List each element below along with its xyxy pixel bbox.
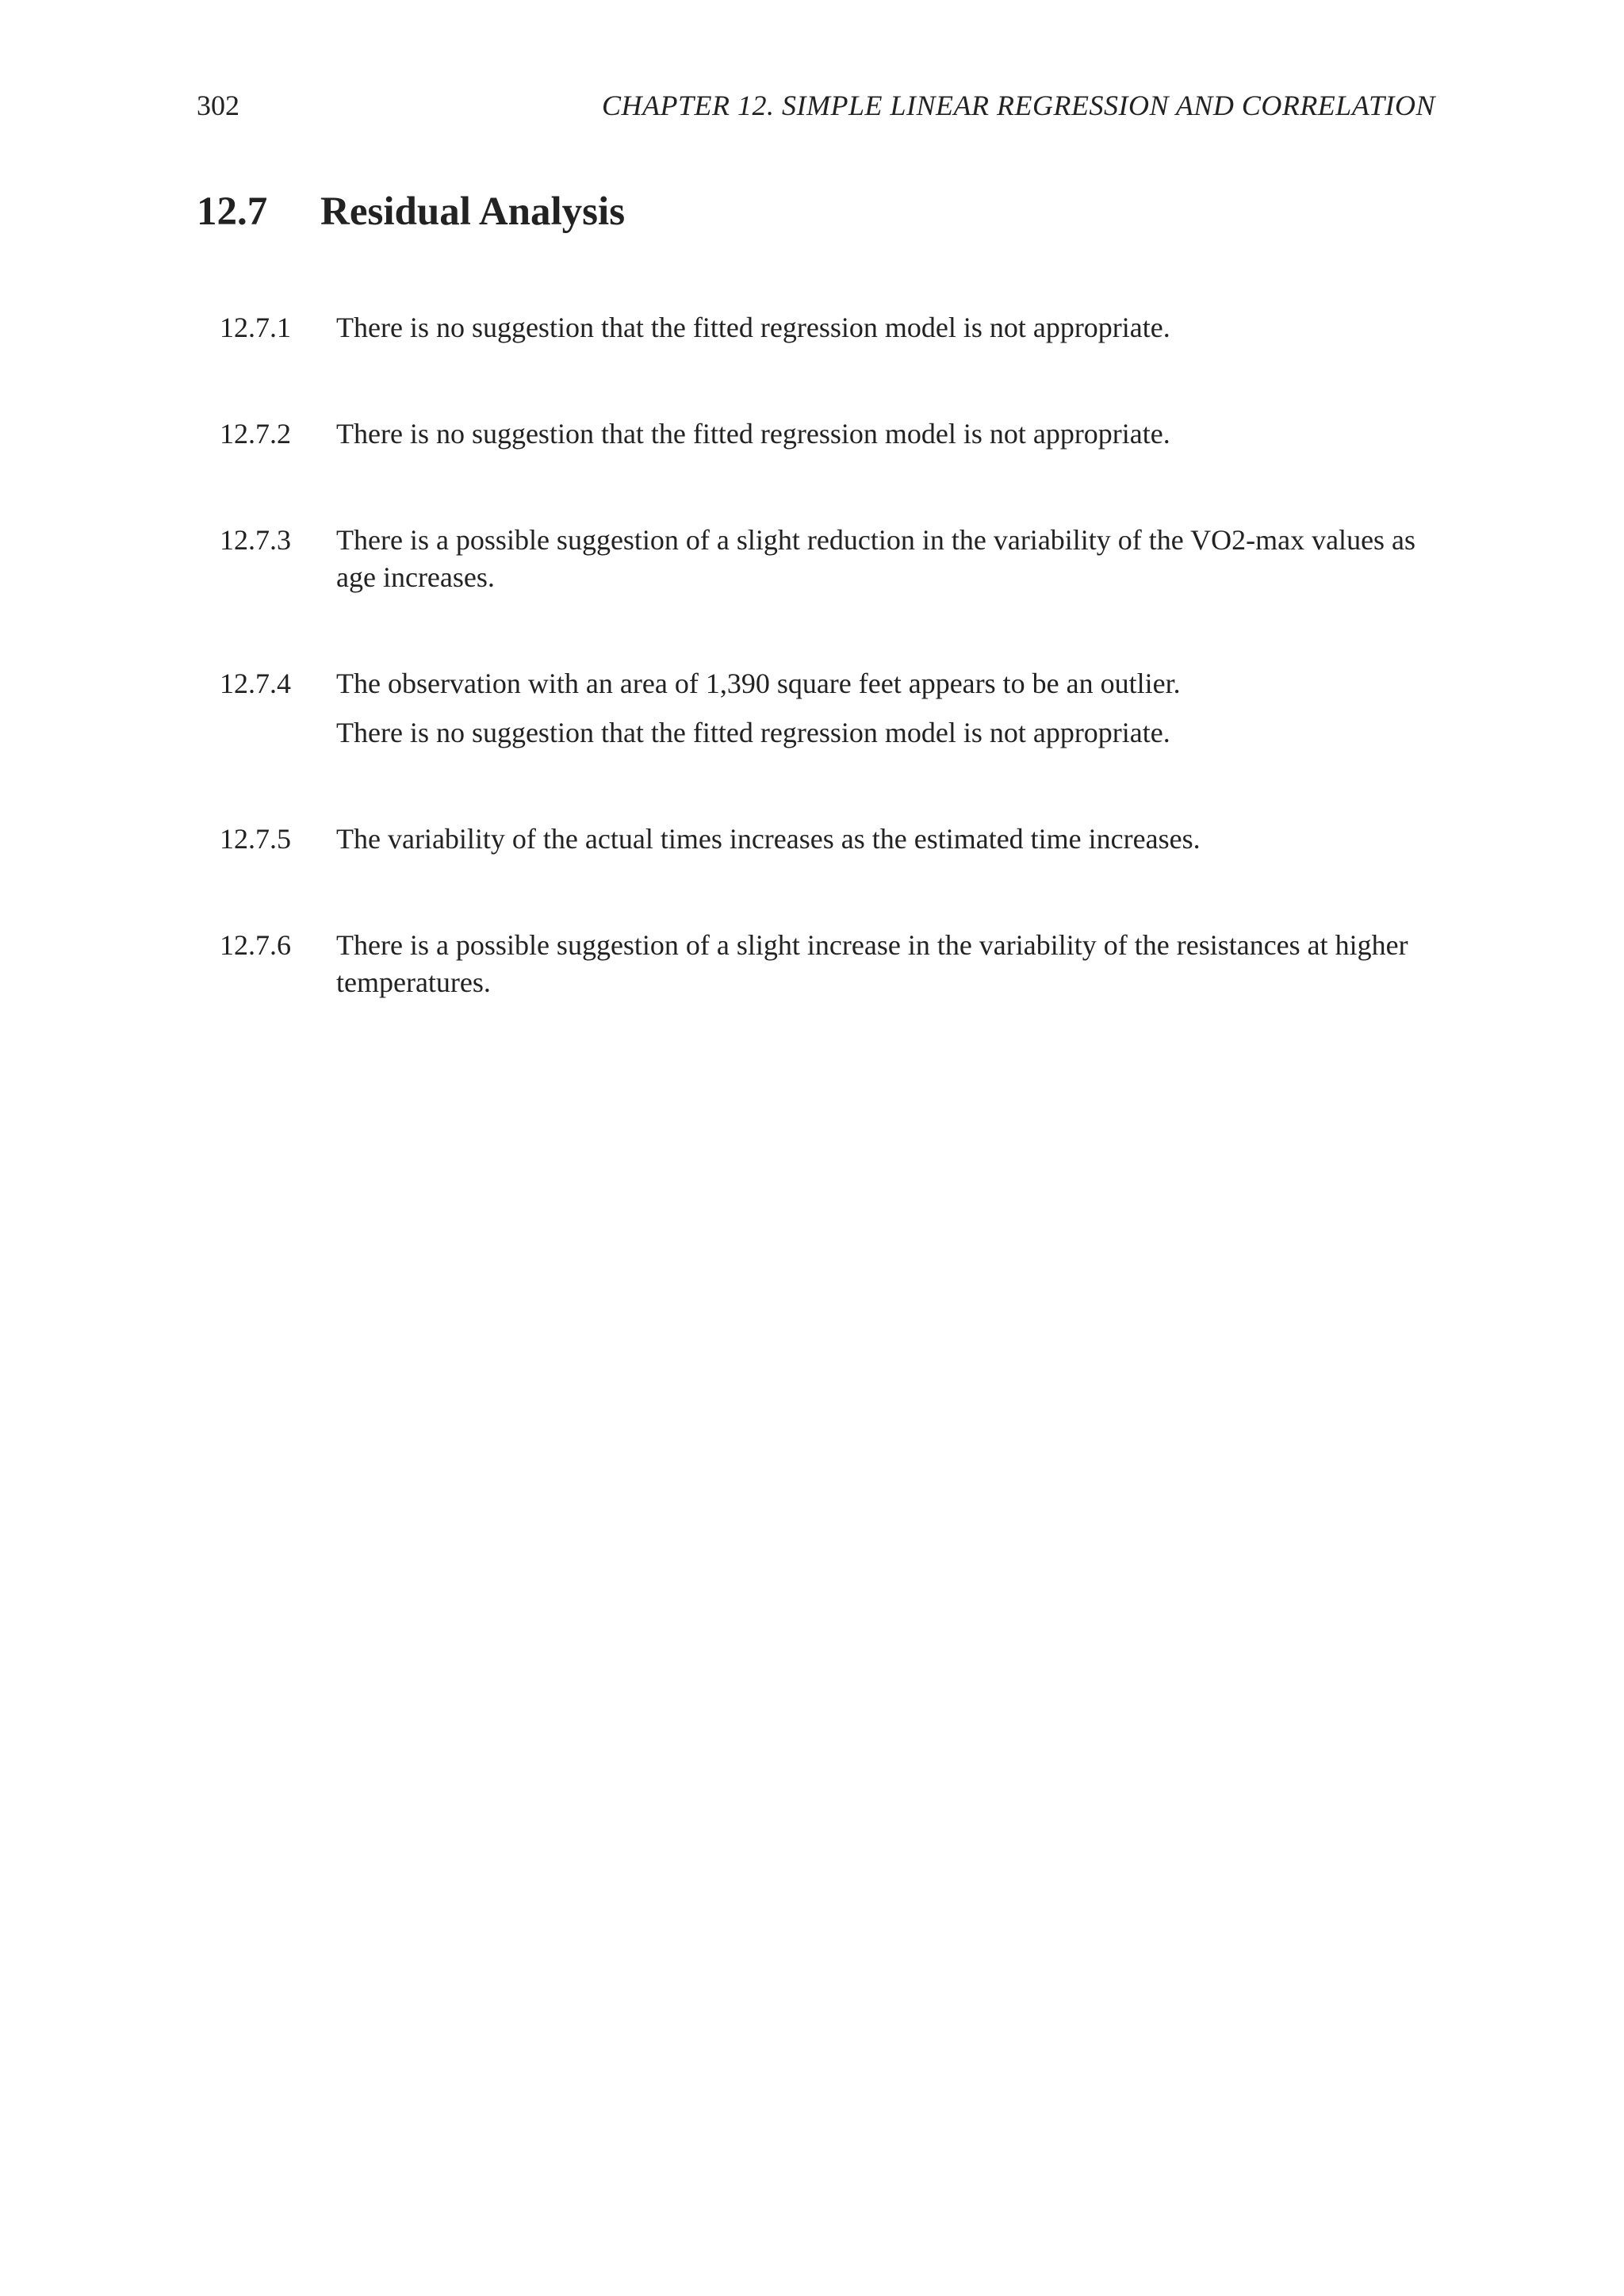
section-number: 12.7 bbox=[197, 189, 268, 234]
exercise-text bbox=[336, 665, 1435, 752]
exercise-paragraph: There is no suggestion that the fitted regression model is not appropriate. bbox=[336, 312, 1170, 343]
section-heading bbox=[197, 189, 625, 235]
exercise-12-7-1 bbox=[197, 309, 1435, 346]
exercise-12-7-2 bbox=[197, 415, 1435, 453]
exercise-number: 12.7.3 bbox=[220, 524, 291, 556]
exercise-text bbox=[336, 309, 1435, 346]
exercise-paragraph: The observation with an area of 1,390 square feet appears to be an outlier. bbox=[336, 668, 1181, 699]
chapter-title: CHAPTER 12. SIMPLE LINEAR REGRESSION AND CORRELATION bbox=[602, 90, 1435, 121]
section-title: Residual Analysis bbox=[320, 189, 626, 234]
exercise-paragraph: There is no suggestion that the fitted regression model is not appropriate. bbox=[336, 717, 1170, 748]
exercise-12-7-4 bbox=[197, 665, 1435, 752]
exercise-text bbox=[336, 415, 1435, 453]
exercise-paragraph: There is a possible suggestion of a slight increase in the variability of the resistances at higher temperatures. bbox=[336, 929, 1408, 998]
exercise-text bbox=[336, 522, 1435, 596]
exercise-12-7-6 bbox=[197, 927, 1435, 1001]
exercise-number: 12.7.6 bbox=[220, 929, 291, 961]
exercise-text bbox=[336, 821, 1435, 858]
exercise-paragraph: The variability of the actual times increases as the estimated time increases. bbox=[336, 823, 1201, 855]
exercise-12-7-3 bbox=[197, 522, 1435, 596]
running-head bbox=[197, 89, 1435, 127]
page-number: 302 bbox=[197, 90, 239, 121]
exercise-number: 12.7.5 bbox=[220, 823, 291, 855]
exercise-number: 12.7.2 bbox=[220, 418, 291, 450]
exercise-paragraph: There is a possible suggestion of a slight reduction in the variability of the VO2-max values as age increases. bbox=[336, 524, 1416, 593]
exercise-text bbox=[336, 927, 1435, 1001]
exercise-list bbox=[197, 309, 1435, 1070]
exercise-paragraph: There is no suggestion that the fitted regression model is not appropriate. bbox=[336, 418, 1170, 450]
exercise-12-7-5 bbox=[197, 821, 1435, 858]
exercise-number: 12.7.1 bbox=[220, 312, 291, 343]
exercise-number: 12.7.4 bbox=[220, 668, 291, 699]
